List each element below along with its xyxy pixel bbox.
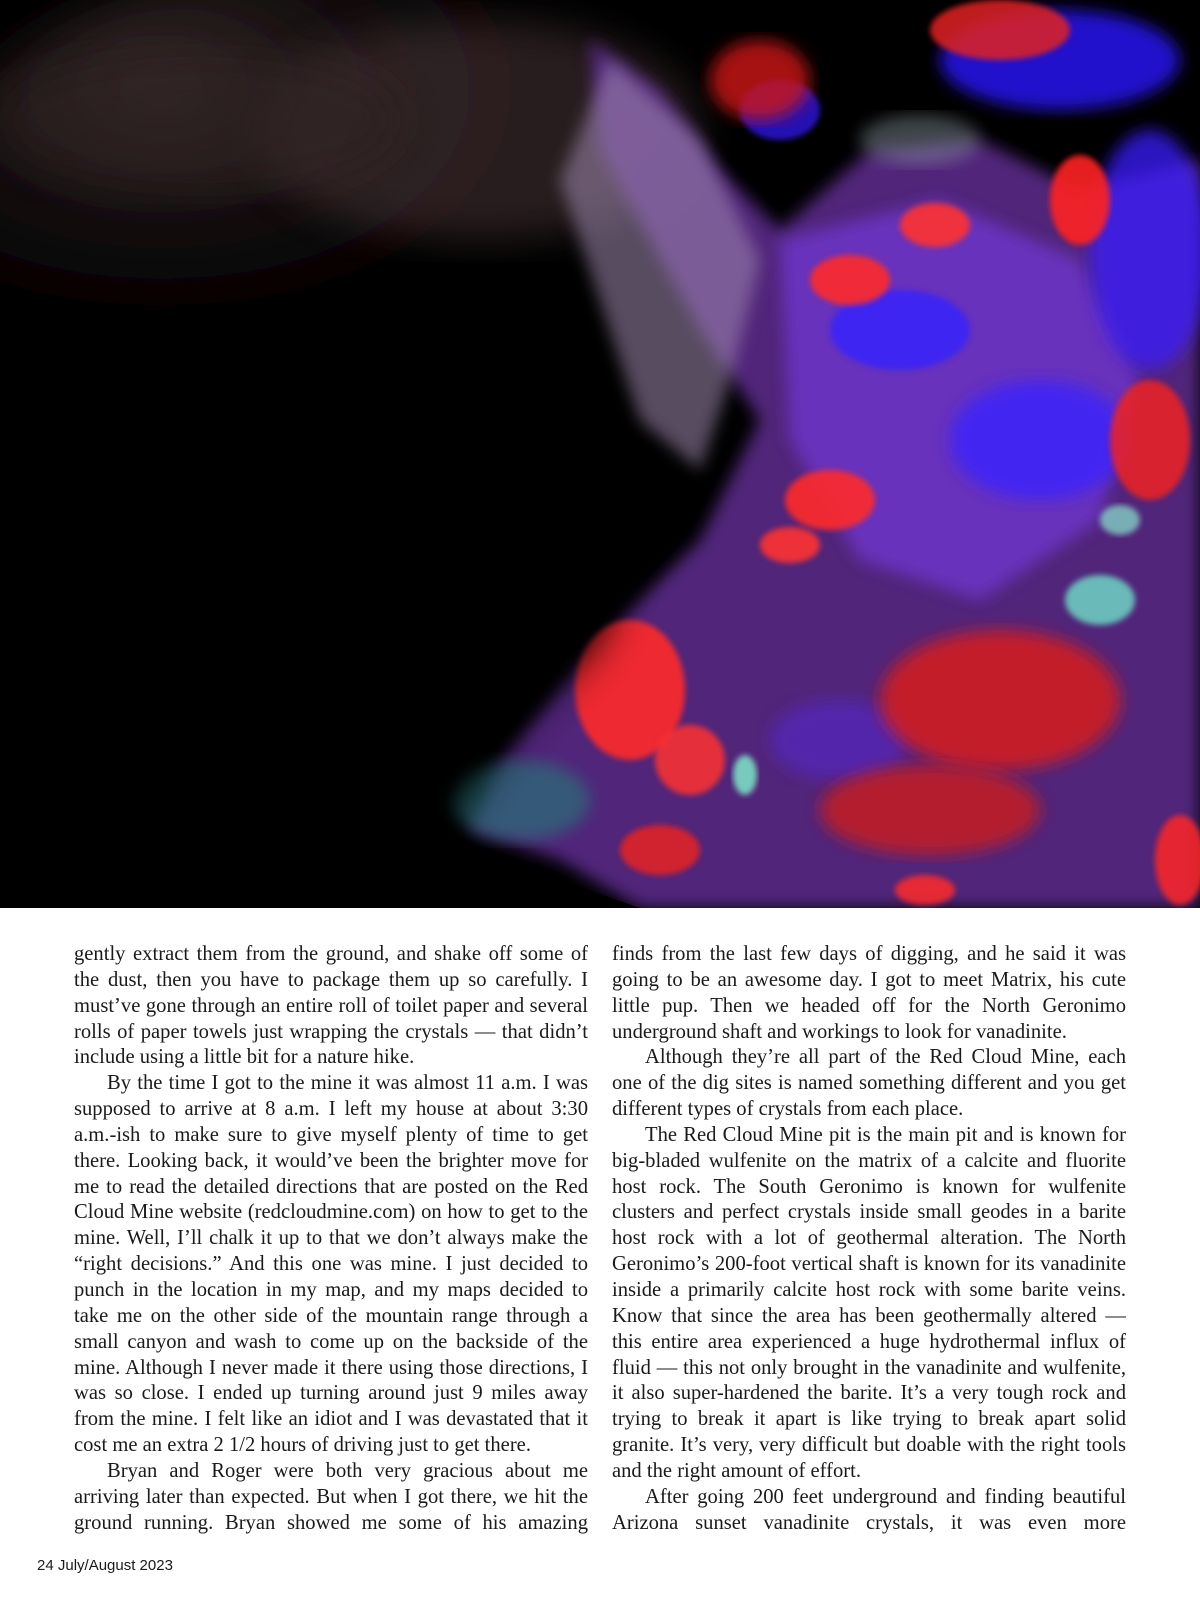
article-paragraph: finds from the last few days of digging, and he said it was going to be an awesome day. I got to meet Matrix, his cute little pup. Then we headed off for the North Geronimo underground shaft and workings to look for vanadinite.	[612, 943, 1126, 1043]
article-paragraph: Although they’re all part of the Red Cloud Mine, each one of the dig sites is named something different and you get different types of crystals from each place.	[612, 1046, 1126, 1121]
article-column-right	[612, 942, 1126, 1536]
article-paragraph: After going 200 feet underground and finding beautiful Arizona sunset vanadinite crystals, it was even more	[612, 1485, 1126, 1534]
article-paragraph: The Red Cloud Mine pit is the main pit and is known for big-bladed wulfenite on the matrix of a calcite and fluorite host rock. The South Geronimo is known for wulfenite clusters and perfect crystals inside small geodes in a barite host rock with a lot of geothermal alteration. The North Geronimo’s 200-foot vertical shaft is known for its vanadinite inside a primarily calcite host rock with some barite veins. Know that since the area has been geothermally altered — this entire area experienced a huge hydrothermal influx of fluid — this not only brought in the vanadinite and wulfenite, it also super-hardened the barite. It’s a very tough rock and trying to break it apart is like trying to break apart solid granite. It’s very, very difficult but doable with the right tools and the right amount of effort.	[612, 1123, 1126, 1482]
article-paragraph: gently extract them from the ground, and shake off some of the dust, then you have to package them up so carefully. I must’ve gone through an entire roll of toilet paper and several rolls of paper towels just wrapping the crystals — that didn’t include using a little bit for a nature hike.	[74, 943, 588, 1069]
article-paragraph: Bryan and Roger were both very gracious about me arriving later than expected. But when I got there, we hit the ground running. Bryan showed me some of his amazing	[74, 1459, 588, 1534]
article-paragraph: By the time I got to the mine it was almost 11 a.m. I was supposed to arrive at 8 a.m. I left my house at about 3:30 a.m.-ish to make sure to give myself plenty of time to get there. Looking back, it would’ve been the brighter move for me to read the detailed directions that are posted on the Red Cloud Mine website (redcloudmine.com) on how to get to the mine. Well, I’ll chalk it up to that we don’t always make the “right decisions.” And this one was mine. I just decided to punch in the location in my map, and my maps decided to take me on the other side of the mountain range through a small canyon and wash to come up on the backside of the mine. Although I never made it there using those directions, I was so close. I ended up turning around just 9 miles away from the mine. I felt like an idiot and I was devastated that it cost me an extra 2 1/2 hours of driving just to get there.	[74, 1072, 588, 1457]
page-folio: 24 July/August 2023	[37, 1557, 173, 1574]
article-column-left	[74, 942, 588, 1536]
